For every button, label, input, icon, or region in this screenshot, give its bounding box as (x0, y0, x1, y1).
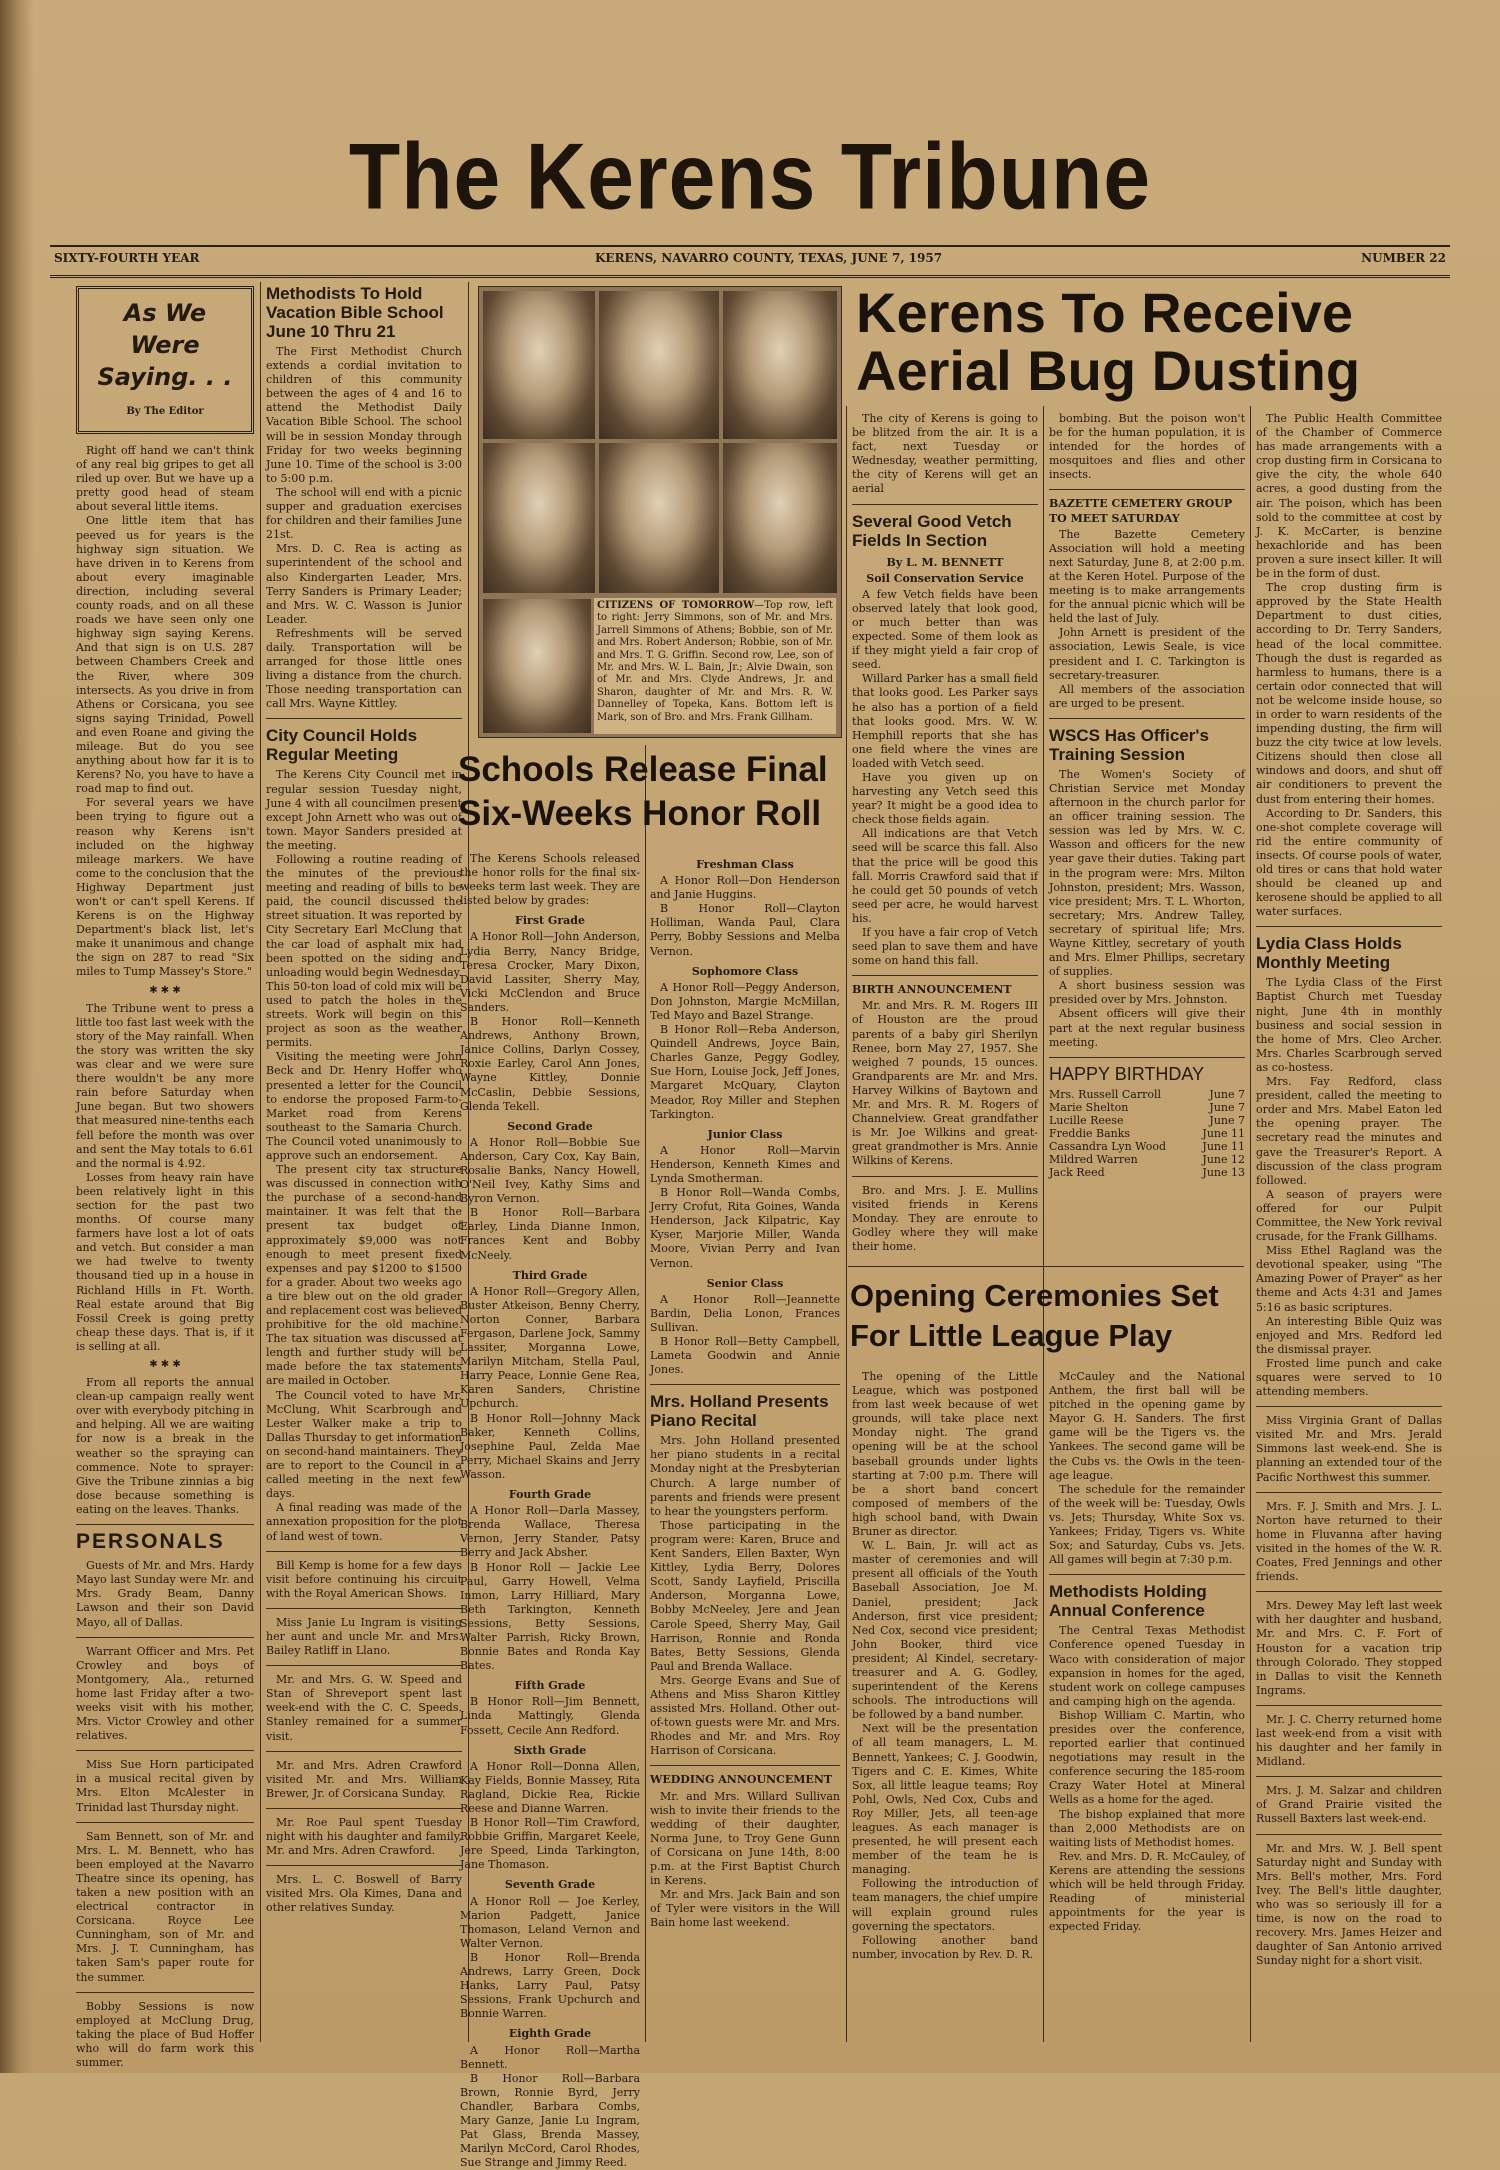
honor-roll-entry: B Honor Roll—Barbara Earley, Linda Dianne Inmon, Frances Kent and Bobby McNeely. (460, 1206, 640, 1262)
honor-roll-entry: A Honor Roll—Martha Bennett. (460, 2043, 640, 2071)
honor-roll-entry: B Honor Roll—Kenneth Andrews, Anthony Brown, Janice Collins, Darlyn Cossey, Roxie Earley, Carol Ann Jones, Wayne Kittley, Donnie McCaslin, Debbie Sessions, Glenda Tekell. (460, 1015, 640, 1113)
vetch-paragraph: Willard Parker has a small field that looks good. Les Parker says he also has a portion of a field that looks good. Mrs. W. W. Hemphill reports that she has one field where the vines are loaded with Vetch seed. (852, 672, 1038, 770)
honor-roll-headline: Schools Release Final Six-Weeks Honor Roll (458, 750, 828, 833)
grade-heading: Sophomore Class (691, 964, 799, 978)
conference-paragraph: Bishop William C. Martin, who presides over the conference, reported earlier that continued negotiations may result in the conference securing the 185-room Crazy Water Hotel at Mineral Wells as a home for the aged. (1049, 1708, 1245, 1807)
little-league-headline: Opening Ceremonies Set For Little League Play (850, 1278, 1219, 1353)
editor-paragraph: The Tribune went to press a little too fast last week with the story of the May rainfall. When the story was written the sky was clear and we were sure there wouldn't be any more rain before Saturday when June began. But two showers that measured nine-tenths each fell before the month was over and sent the May totals to 6.61 and the normal is 4.92. (76, 1001, 254, 1170)
grade-heading: Junior Class (707, 1127, 783, 1141)
item-divider (1256, 1834, 1442, 1835)
honor-roll-entry: A Honor Roll — Joe Kerley, Marion Padgett, Janice Thomason, Leland Vernon and Walter Vernon. (460, 1894, 640, 1950)
birthday-name: Mrs. Russell Carroll (1049, 1087, 1162, 1101)
bug-paragraph: bombing. But the poison won't be for the human population, it is intended for the hordes of mosquitoes and flies and other insects. (1049, 412, 1245, 482)
wscs-paragraph: Absent officers will give their part at the next regular business meeting. (1049, 1007, 1245, 1049)
personal-item: Miss Sue Horn participated in a musical recital given by Mrs. Elton McAlester in Trinidad last Thursday night. (76, 1758, 254, 1814)
honor-roll-entry: A Honor Roll—Marvin Henderson, Kenneth Kimes and Lynda Smotherman. (650, 1143, 840, 1185)
child-portrait (483, 291, 595, 439)
methodist-paragraph: Mrs. D. C. Rea is acting as superintendent of the school and also Kindergarten Leader, Mrs. Terry Sanders is Primary Leader; and Mrs. W. C. Wasson is Junior Leader. (266, 542, 462, 626)
birthday-name: Jack Reed (1049, 1165, 1105, 1179)
personal-item: Mr. Roe Paul spent Tuesday night with his daughter and family, Mr. and Mrs. Adren Crawford. (266, 1815, 462, 1858)
conference-paragraph: The bishop explained that more than 2,000 Methodists are on waiting lists of Methodist homes. (1049, 1807, 1245, 1849)
dateline-bar (50, 245, 1450, 278)
honor-roll-entry: A Honor Roll—Donna Allen, Kay Fields, Bonnie Massey, Rita Ragland, Dickie Rea, Rickie Reese and Dianne Warren. (460, 1759, 640, 1815)
item-divider (266, 1608, 462, 1609)
lydia-headline: Lydia Class Holds Monthly Meeting (1256, 934, 1402, 973)
council-paragraph: A final reading was made of the annexation proposition for the plot of land west of town. (266, 1501, 462, 1543)
honor-roll-entry: A Honor Roll—John Anderson, Lydia Berry, Nancy Bridge, Teresa Crocker, Mary Dixon, David Lassiter, Sherry May, Vicki McClendon and Bruce Sanders. (460, 930, 640, 1014)
bug-paragraph: The Public Health Committee of the Chamber of Commerce has made arrangements with a crop dusting firm in Corsicana to give the city, the whole 640 acres, a good dusting from the air. The poison, which has been sold to the committee at cost by J. K. McCarter, is benzine hexachloride and has been proven a sure insect killer. It will be in the form of dust. (1256, 412, 1442, 581)
honor-roll-entry: A Honor Roll—Darla Massey, Brenda Wallace, Theresa Vernon, Jerry Stander, Patsy Berry and Jack Absher. (460, 1504, 640, 1560)
personal-item: Miss Virginia Grant of Dallas visited Mr. and Mrs. Jerald Simmons last week-end. She is planning an extended tour of the Pacific Northwest this summer. (1256, 1414, 1442, 1484)
lydia-paragraph: Mrs. Fay Redford, class president, called the meeting to order and Mrs. Mabel Eaton led the opening prayer. The secretary read the minutes and gave the Treasurer's Report. A discussion of the class program followed. (1256, 1075, 1442, 1187)
grade-heading: Senior Class (706, 1276, 784, 1290)
vetch-paragraph: A few Vetch fields have been observed lately that look good, or much better than was expected. Some of them look as if they might yield a fair crop of seed. (852, 587, 1038, 672)
honor-roll-left (460, 852, 640, 2170)
lydia-paragraph: A season of prayers were offered for our Pulpit Committee, the New York revival crusade, for the Frank Gillhams. (1256, 1187, 1442, 1244)
vetch-paragraph: Have you given up on harvesting any Vetch seed this year? It might be a good idea to check those fields again. (852, 770, 1038, 827)
birthday-row (1049, 1166, 1245, 1179)
grade-heading: Seventh Grade (504, 1878, 596, 1892)
column-rule (846, 406, 847, 2042)
bug-dusting-headline: Kerens To Receive Aerial Bug Dusting (856, 281, 1361, 402)
personal-item: Miss Janie Lu Ingram is visiting her aunt and uncle Mr. and Mrs. Bailey Ratliff in Llano. (266, 1615, 462, 1658)
masthead-title: The Kerens Tribune (348, 123, 1152, 229)
honor-roll-entry: A Honor Roll—Peggy Anderson, Don Johnston, Margie McMillan, Ted Mayo and Bazel Strange. (650, 980, 840, 1022)
item-divider (852, 1176, 1038, 1177)
item-divider (76, 1637, 254, 1638)
league-paragraph: W. L. Bain, Jr. will act as master of ceremonies and will present all officials of the Youth Baseball Association, Joe M. Daniel, president; Jack Anderson, first vice president; Ned Cox, second vice president; John Booker, third vice president; Al Kindel, secretary-treasurer and A. G. Godley, superintendent of the Kerens schools. The introductions will be followed by a band number. (852, 1539, 1038, 1722)
birthday-row (1049, 1101, 1245, 1114)
vetch-byline: By L. M. BENNETT (886, 555, 1004, 569)
wscs-paragraph: The Women's Society of Christian Service met Monday afternoon in the church parlor for an officer training session. The session was led by Mrs. W. C. Wasson and officers for the new year gave their duties. Taking part in the program were: Mrs. Milton Johnston, president; Mrs. Wasson, vice president; Mrs. T. L. Whorton, secretary; Mrs. Andrew Talley, secretary of spiritual life; Mrs. Wayne Kittley, secretary of youth and Mrs. Elmer Phillips, secretary of supplies. (1049, 767, 1245, 979)
item-divider (266, 1808, 462, 1809)
methodist-headline: Methodists To Hold Vacation Bible School June 10 Thru 21 (266, 284, 444, 341)
section-divider (266, 718, 462, 719)
bazette-paragraph: All members of the association are urged to be present. (1049, 682, 1245, 710)
star-divider: ✱ ✱ ✱ (149, 1359, 181, 1370)
dateline-issue-number: NUMBER 22 (1361, 251, 1446, 265)
star-divider: ✱ ✱ ✱ (149, 984, 181, 996)
birthday-name: Freddie Banks (1049, 1126, 1131, 1140)
personal-item: Mrs. F. J. Smith and Mrs. J. L. Norton have returned to their home in Fluvanna after having visited in the homes of the W. R. Coates, Fred Jennings and other friends. (1256, 1499, 1442, 1584)
bazette-paragraph: John Arnett is president of the association, Lewis Seale, is vice president and I. C. Tarkington is secretary-treasurer. (1049, 626, 1245, 682)
grade-heading: Sixth Grade (513, 1743, 587, 1757)
section-divider (1049, 718, 1245, 719)
grade-heading: Second Grade (507, 1119, 593, 1133)
editor-column (76, 280, 254, 2070)
item-divider (76, 1750, 254, 1751)
birthday-table (1049, 1088, 1245, 1179)
lydia-paragraph: Miss Ethel Ragland was the devotional speaker, using "The Amazing Power of Prayer" as her theme and Acts 4:31 and James 5:16 as basic scriptures. (1256, 1244, 1442, 1314)
grade-heading: Fourth Grade (508, 1488, 592, 1502)
editor-byline: By The Editor (126, 406, 204, 417)
section-divider (1256, 926, 1442, 927)
section-divider (650, 1765, 840, 1766)
birthday-row (1049, 1127, 1245, 1140)
birthday-date: June 7 (1209, 1113, 1245, 1127)
child-portrait (723, 291, 837, 439)
holland-headline: Mrs. Holland Presents Piano Recital (650, 1392, 829, 1431)
item-divider (266, 1865, 462, 1866)
editor-paragraph: From all reports the annual clean-up campaign really went over with everybody pitching in and helping. All we are waiting for now is a break in the weather so the spraying can commence. Note to sprayer: Give the Tribune zinnias a big dose because something is eating on the leaves. Thanks. (76, 1376, 254, 1516)
item-divider (1256, 1705, 1442, 1706)
honor-roll-entry: A Honor Roll—Don Henderson and Janie Huggins. (650, 874, 840, 902)
birthday-date: June 11 (1202, 1126, 1245, 1140)
personal-item: Sam Bennett, son of Mr. and Mrs. L. M. Bennett, who has been employed at the Navarro Theatre since its opening, has taken a new position with an electrical contractor in Corsicana. Royce Lee Cunningham, son of Mr. and Mrs. J. T. Cunningham, has taken Sam's paper route for the summer. (76, 1829, 254, 1984)
birthday-date: June 12 (1202, 1152, 1245, 1166)
section-divider (852, 504, 1038, 505)
item-divider (76, 1822, 254, 1823)
caption-text: —Top row, left to right: Jerry Simmons, son of Mr. and Mrs. Jarrell Simmons of Athens; Bobbie, son of Mr. and Mrs. Robert Anderson; Robbie, son of Mr. and Mrs. T. G. Griffin. Second row, Lee, son of Mr. and Mrs. W. L. Bain, Jr.; Alvie Dwain, son of Mr. and Mrs. Clyde Andrews, Jr. and Sharon, daughter of Mr. and Mrs. R. W. Dannelley of Topeka, Kans. Bottom left is Mark, son of Bro. and Mrs. Frank Gillham. (597, 600, 833, 723)
holland-paragraph: Mrs. George Evans and Sue of Athens and Miss Sharon Kittley assisted Mrs. Holland. Other out-of-town guests were Mr. and Mrs. Rhodes and Mr. and Mrs. Roy Harrison of Corsicana. (650, 1673, 840, 1758)
league-paragraph: Following another band number, invocation by Rev. D. R. (852, 1933, 1038, 1961)
grade-heading: Eighth Grade (508, 2027, 592, 2041)
honor-roll-entry: B Honor Roll—Barbara Brown, Ronnie Byrd, Jerry Chandler, Barbara Combs, Mary Ganze, Janie Lu Ingram, Pat Glass, Brenda Massey, Marilyn McCord, Carol Rhodes, Sue Strange and Jimmy Reed. (460, 2071, 640, 2170)
personal-item: Mr. and Mrs. Adren Crawford visited Mr. and Mrs. William Brewer, Jr. of Corsicana Sunday. (266, 1758, 462, 1800)
item-divider (1256, 1591, 1442, 1592)
wedding-paragraph: Mr. and Mrs. Willard Sullivan wish to invite their friends to the wedding of their daughter, Norma June, to Troy Gene Gunn of Corsicana on June 14th, 8:00 p.m. at the First Baptist Church in Kerens. (650, 1789, 840, 1888)
lydia-paragraph: An interesting Bible Quiz was enjoyed and Mrs. Redford led the dismissal prayer. (1256, 1314, 1442, 1356)
item-divider (266, 1665, 462, 1666)
item-divider (266, 1751, 462, 1752)
caption-lead: CITIZENS OF TOMORROW (597, 600, 755, 611)
column-rule (260, 282, 261, 2042)
bug-paragraph: According to Dr. Sanders, this one-shot complete coverage will rid the entire community of insects. Of course pools of water, old tires or cans that hold water should be cleaned up and kerosene should be applied to all water surfaces. (1256, 806, 1442, 919)
personal-item: Mrs. L. C. Boswell of Barry visited Mrs. Ola Kimes, Dana and other relatives Sunday. (266, 1873, 462, 1915)
birthday-date: June 11 (1202, 1139, 1245, 1153)
editor-paragraph: Right off hand we can't think of any real big gripes to get all riled up over. But we have up a pretty good head of steam about several little items. (76, 444, 254, 514)
birthday-name: Cassandra Lyn Wood (1049, 1139, 1167, 1153)
bazette-headline: BAZETTE CEMETERY GROUP TO MEET SATURDAY (1049, 497, 1233, 525)
birthday-date: June 7 (1209, 1087, 1245, 1101)
bug-paragraph: The city of Kerens is going to be blitzed from the air. It is a fact, next Tuesday or Wednesday, weather permitting, the city of Kerens will get an aerial (852, 412, 1038, 496)
birthday-row (1049, 1088, 1245, 1101)
column-rule (645, 745, 646, 2042)
child-portrait (483, 443, 595, 593)
birthday-date: June 13 (1202, 1165, 1245, 1179)
birthday-name: Marie Shelton (1049, 1100, 1129, 1114)
honor-roll-entry: A Honor Roll—Jeannette Bardin, Delia Lonon, Frances Sullivan. (650, 1292, 840, 1334)
grade-heading: Fifth Grade (514, 1679, 586, 1693)
council-paragraph: The present city tax structure was discussed in connection with the purchase of a second-hand maintainer. It was felt that the present tax budget of approximately $9,000 was not enough to meet present fixed expenses and pay $1200 to $1500 for a grader. About two weeks ago a tire blew out on the old grader and replacement cost was believed prohibitive for the old machine. The tax situation was discussed at length and further study will be made before the tax statements are mailed in October. (266, 1163, 463, 1388)
honor-roll-intro: The Kerens Schools released the honor rolls for the final six-weeks term last week. They are listed below by grades: (460, 852, 640, 908)
council-paragraph: Following a routine reading of the minutes of the previous meeting and reading of bills to be paid, the council discussed the street situation. It was reported by City Secretary Earl McClung that the car load of asphalt mix had been spotted on the siding and unloading would begin Wednesday. This 50-ton load of cold mix will be used to patch the holes in the streets. Work will begin on this project as soon as the weather permits. (266, 853, 462, 1050)
editor-box-title: As We Were Saying. . . (97, 299, 233, 391)
honor-roll-right (650, 852, 840, 2042)
personal-item: Bobby Sessions is now employed at McClung Drug, taking the place of Bud Hoffer who will do farm work this summer. (76, 1999, 254, 2070)
honor-roll-entry: B Honor Roll—Reba Anderson, Quindell Andrews, Joyce Bain, Charles Ganze, Peggy Godley, Sue Horn, Louise Jock, Jeff Jones, Margaret McQuary, Clayton Meador, Roy Miller and Stephen Tarkington. (650, 1023, 840, 1121)
editor-paragraph: One little item that has peeved us for years is the highway sign situation. We have driven in to Kerens from about every imaginable direction, including several county roads, and on all these roads we have seen only one highway sign saying Kerens. And that sign is on U.S. 287 between Chambers Creek and the River, where 309 intersects. As you drive in from Athens or Corsicana, you see signs saying Trinidad, Powell and even Roane and giving the mileage. But do you see anything about how far it is to Kerens? No, you have to have a road map to find out. (76, 514, 254, 796)
conference-headline: Methodists Holding Annual Conference (1049, 1582, 1207, 1621)
little-league-col2 (1049, 1370, 1245, 2042)
birthday-name: Lucille Reese (1049, 1113, 1124, 1127)
grade-heading: Third Grade (512, 1268, 588, 1282)
birth-paragraph: Mr. and Mrs. R. M. Rogers III of Houston are the proud parents of a baby girl Sherilyn Renee, born May 27, 1957. She weighed 7 pounds, 15 ounces. Grandparents are Mr. and Mrs. Harvey Wilkins of Baytown and Mr. and Mrs. R. M. Rogers of Channelview. Great grandfather is Mr. Joe Wilkins and great-great grandmother is Mrs. Annie Wilkins of Kerens. (852, 999, 1038, 1168)
methodist-paragraph: The school will end with a picnic supper and graduation exercises for children and their families June 21st. (266, 485, 462, 542)
editor-box (76, 286, 254, 434)
league-paragraph: The schedule for the remainder of the week will be: Tuesday, Owls vs. Jets; Thursday, White Sox vs. Yankees; Friday, Tigers vs. White Sox; and Saturday, Cubs vs. Jets. All games will begin at 7:30 p.m. (1049, 1482, 1245, 1567)
council-paragraph: The Council voted to have Mr. McClung, Whit Scarbrough and Lester Walker make a trip to Dallas Thursday to get information on second-hand maintainers. They are to report to the Council in a called meeting in the next few days. (266, 1388, 462, 1501)
honor-roll-entry: B Honor Roll—Johnny Mack Baker, Kenneth Collins, Josephine Paul, Zelda Mae Perry, Michael Skains and Jerry Wasson. (460, 1411, 640, 1481)
birthday-name: Mildred Warren (1049, 1152, 1138, 1166)
personals-heading: PERSONALS (76, 1530, 225, 1554)
league-paragraph: Next will be the presentation of all team managers, L. M. Bennett, Yankees; C. J. Goodwin, Tigers and C. E. Kimes, White Sox, all little league teams; Roy Pohl, Owls, Ned Cox, Cubs and Roy Miller, Jets, all teen-age leagues. As each manager is presented, he will present each member of the team he is managing. (852, 1722, 1038, 1877)
personal-item: Warrant Officer and Mrs. Pet Crowley and boys of Montgomery, Ala., returned home last Friday after a two-weeks visit with his mother, Mrs. Victor Crowley and other relatives. (76, 1644, 254, 1743)
council-paragraph: Visiting the meeting were John Beck and Dr. Henry Hoffer who presented a letter for the Council to endorse the proposed Farm-to-Market road from Kerens southeast to the Samaria Church. The Council voted unanimously to approve such an endorsement. (266, 1050, 462, 1162)
honor-roll-list (460, 914, 640, 2170)
methodist-paragraph: Refreshments will be served daily. Transportation will be arranged for those little ones living a distance from the church. Those needing transportation can call Mrs. Wayne Kittley. (266, 626, 462, 711)
vetch-paragraph: If you have a fair crop of Vetch seed plan to save them and have some on hand this fall. (852, 926, 1038, 968)
council-headline: City Council Holds Regular Meeting (266, 726, 418, 765)
wedding-headline: WEDDING ANNOUNCEMENT (650, 1773, 833, 1787)
vetch-byline-agency: Soil Conservation Service (866, 571, 1024, 585)
personal-item: Mr. J. C. Cherry returned home last week-end from a visit with his daughter and her family in Midland. (1256, 1712, 1442, 1769)
dateline-place-date: KERENS, NAVARRO COUNTY, TEXAS, JUNE 7, 1957 (595, 251, 943, 265)
grade-heading: First Grade (515, 914, 585, 928)
bug-paragraph: The crop dusting firm is approved by the State Health Department to dust cities, according to Dr. Terry Sanders, head of the local committee. Though the dust is regarded as harmless to humans, there is a certain odor connected that will not be welcome inside house, so in order to warn residents of the impending dusting, the firm will buzz the city twice at low levels. Citizens should then close all windows and doors, and shut off air conditioners to prevent the dust from entering their homes. (1256, 581, 1442, 806)
honor-roll-entry: A Honor Roll—Bobbie Sue Anderson, Cary Cox, Kay Bain, Rosalie Banks, Nancy Howell, O'Neil Ivey, Kathy Sims and Byron Vernon. (460, 1135, 640, 1206)
dateline-year: SIXTY-FOURTH YEAR (54, 251, 200, 265)
item-divider (1256, 1776, 1442, 1777)
honor-roll-entry: B Honor Roll — Jackie Lee Paul, Garry Howell, Velma Inmon, Larry Hilliard, Mary Beth Tarkington, Kenneth Sessions, Betty Sessions, Walter Parrish, Ricky Brown, Bonnie Bates and Ronda Kay Bates. (460, 1560, 640, 1673)
personal-item: Bill Kemp is home for a few days visit before continuing his circuit with the Royal American Shows. (266, 1558, 462, 1600)
little-league-col1 (852, 1370, 1038, 2042)
birthday-headline: HAPPY BIRTHDAY (1049, 1063, 1205, 1084)
section-divider (852, 975, 1038, 976)
wscs-paragraph: A short business session was presided over by Mrs. Johnston. (1049, 979, 1245, 1007)
birth-headline: BIRTH ANNOUNCEMENT (852, 983, 1012, 997)
league-paragraph: The opening of the Little League, which was postponed from last week because of wet grounds, will take place next Monday night. The grand opening will be at the school baseball grounds under lights starting at 7:00 p.m. There will be a short band concert composed of members of the high school band, with Dwain Bruner as director. (852, 1370, 1038, 1539)
vetch-paragraph: All indications are that Vetch seed will be scarce this fall. Also that the price will be good this fall. Morris Crawford said that if he could get 50 pounds of vetch seed per acre, he would harvest his. (852, 827, 1038, 925)
league-paragraph: Following the introduction of team managers, the chief umpire will explain ground rules governing the spectators. (852, 1877, 1038, 1933)
birthday-row (1049, 1114, 1245, 1127)
child-portrait (723, 443, 837, 593)
personal-item: Mr. and Mrs. W. J. Bell spent Saturday night and Sunday with Mrs. Bell's mother, Mrs. Ford Ivey. The Bell's little daughter, who was so seriously ill for a time, is now on the road to recovery. Mrs. James Heizer and daughter of San Antonio arrived Sunday night for a short visit. (1256, 1841, 1442, 1968)
editor-paragraph: Losses from heavy rain have been relatively light in this section for the past two months. Of course many farmers have lost a lot of oats and vetch. But consider a man we had twelve to twenty thousand tied up in a house in Richland Hills in Ft. Worth. Real estate around that Big Fossil Creek is going pretty cheap these days. That is, if it is selling at all. (76, 1170, 254, 1353)
conference-paragraph: The Central Texas Methodist Conference opened Tuesday in Waco with consideration of major expansion in homes for the aged, student work on college campuses and camping high on the agenda. (1049, 1624, 1245, 1708)
vetch-headline: Several Good Vetch Fields In Section (852, 511, 1012, 550)
wscs-headline: WSCS Has Officer's Training Session (1049, 725, 1209, 764)
honor-roll-entry: B Honor Roll—Clayton Holliman, Wanda Paul, Clara Perry, Bobby Sessions and Melba Vernon. (650, 902, 840, 958)
child-portrait (483, 599, 591, 733)
honor-roll-list (650, 858, 840, 1377)
wedding-paragraph: Mr. and Mrs. Jack Bain and son of Tyler were visitors in the Will Bain home last weekend. (650, 1888, 840, 1930)
honor-roll-entry: A Honor Roll—Gregory Allen, Buster Atkeison, Benny Cherry, Norton Conner, Barbara Fergason, Darlene Jock, Sammy Lassiter, Morganna Lowe, Marilyn Mitcham, Stella Paul, Harry Peace, Lonnie Gene Rea, Karen Sanders, Christine Upchurch. (460, 1284, 640, 1411)
methodist-paragraph: The First Methodist Church extends a cordial invitation to children of this community between the ages of 4 and 16 to attend the Methodist Daily Vacation Bible School. The school will be in session Monday through Friday for two weeks beginning June 10. Time of the school is 3:00 to 5:00 p.m. (266, 345, 462, 485)
section-divider (76, 1524, 254, 1525)
honor-roll-entry: B Honor Roll—Betty Campbell, Lameta Goodwin and Annie Jones. (650, 1335, 840, 1377)
methodist-council-column (266, 280, 462, 2040)
child-portrait (599, 443, 719, 593)
personal-item: Guests of Mr. and Mrs. Hardy Mayo last Sunday were Mr. and Mrs. Grady Beam, Danny Lawson and their son David Mayo, all of Dallas. (76, 1559, 254, 1629)
personal-item: Mrs. J. M. Salzar and children of Grand Prairie visited the Russell Baxters last week-end. (1256, 1784, 1442, 1826)
column-rule (1250, 406, 1251, 2042)
personal-item: Mrs. Dewey May left last week with her daughter and husband, Mr. and Mrs. C. F. Fort of Houston for a vacation trip through Colorado. They stopped in Dallas to visit the Kenneth Ingrams. (1256, 1599, 1442, 1697)
section-divider (848, 1266, 1244, 1267)
section-divider (1049, 1574, 1245, 1575)
birth-paragraph: Bro. and Mrs. J. E. Mullins visited friends in Kerens Monday. They are enroute to Godley where they will make their home. (852, 1183, 1038, 1253)
lydia-paragraph: Frosted lime punch and cake squares were served to 10 attending members. (1256, 1356, 1442, 1399)
council-paragraph: The Kerens City Council met in regular session Tuesday night, June 4 with all councilmen present except John Arnett who was out of town. Mayor Sanders presided at the meeting. (266, 768, 462, 852)
holland-paragraph: Those participating in the program were: Karen, Bruce and Kent Sanders, Ellen Baxter, Wyn Kittley, Lydia Berry, Dolores Scott, Sandy Layfield, Priscilla Anderson, Morganna Lowe, Bobby McNeeley, Jere and Jean Carole Speed, Sherry May, Gail Harrison, Ronnie and Ronda Bates, Betty Sessions, Glenda Paul and Brenda Wallace. (650, 1518, 840, 1673)
grade-heading: Freshman Class (696, 858, 794, 871)
section-divider (650, 1384, 840, 1385)
section-divider (1049, 489, 1245, 490)
holland-paragraph: Mrs. John Holland presented her piano students in a recital Monday night at the Presbyterian Church. A large number of parents and friends were present to hear the youngsters perform. (650, 1434, 840, 1518)
item-divider (76, 1992, 254, 1993)
child-portrait (599, 291, 719, 439)
honor-roll-entry: B Honor Roll—Wanda Combs, Jerry Crofut, Rita Goines, Wanda Henderson, Jack Kilpatric, Kay Kyser, Marjorie Miller, Wanda Moore, Vivian Perry and Ivan Vernon. (650, 1186, 840, 1270)
editor-paragraph: For several years we have been trying to figure out a reason why Kerens isn't included on the highway mileage markers. We have come to the conclusion that the Highway Department just won't or can't spell Kerens. If Kerens is on the Highway Department's black list, let's make it unanimous and change the sign on 287 to read "Six miles to Tump Massey's Store." (76, 796, 254, 979)
league-paragraph: McCauley and the National Anthem, the first ball will be pitched in the opening game by Mayor G. H. Sanders. The first game will be the Tigers vs. the Yankees. The second game will be the Cubs vs. the Owls in the teen-age league. (1049, 1370, 1245, 1482)
item-divider (1256, 1492, 1442, 1493)
section-divider (1049, 1057, 1245, 1058)
birthday-row (1049, 1140, 1245, 1153)
conference-paragraph: Rev. and Mrs. D. R. McCauley, of Kerens are attending the sessions which will be held through Friday. Reading of ministerial appointments for the year is expected Friday. (1049, 1849, 1245, 1934)
birthday-row (1049, 1153, 1245, 1166)
column-rule (1043, 406, 1044, 2042)
honor-roll-entry: B Honor Roll—Jim Bennett, Linda Mattingly, Glenda Fossett, Cecile Ann Redford. (460, 1695, 640, 1737)
honor-roll-entry: B Honor Roll—Brenda Andrews, Larry Green, Dock Hanks, Larry Paul, Patsy Sessions, Frank Upchurch and Bonnie Warren. (460, 1950, 640, 2021)
honor-roll-entry: B Honor Roll—Tim Crawford, Robbie Griffin, Margaret Keele, Jere Speed, Linda Tarkington, Jane Thomason. (460, 1816, 640, 1872)
personal-item: Mr. and Mrs. G. W. Speed and Stan of Shreveport spent last week-end with the C. C. Speeds. Stanley remained for a summer visit. (266, 1673, 462, 1743)
birthday-date: June 7 (1209, 1100, 1245, 1114)
lydia-column (1256, 412, 1442, 2042)
item-divider (266, 1551, 462, 1552)
page-edge-shadow (0, 0, 34, 2073)
photo-caption (594, 598, 836, 734)
lydia-paragraph: The Lydia Class of the First Baptist Church met Tuesday night, June 4th in monthly business and social session in the home of Mrs. Cleo Archer. Mrs. Charles Scarbrough served as co-hostess. (1256, 976, 1442, 1074)
item-divider (1256, 1406, 1442, 1407)
bazette-paragraph: The Bazette Cemetery Association will hold a meeting next Saturday, June 8, at 2:00 p.m. at the Keren Hotel. Purpose of the meeting is to make arrangements for the annual picnic which will be held the last of July. (1049, 527, 1245, 626)
